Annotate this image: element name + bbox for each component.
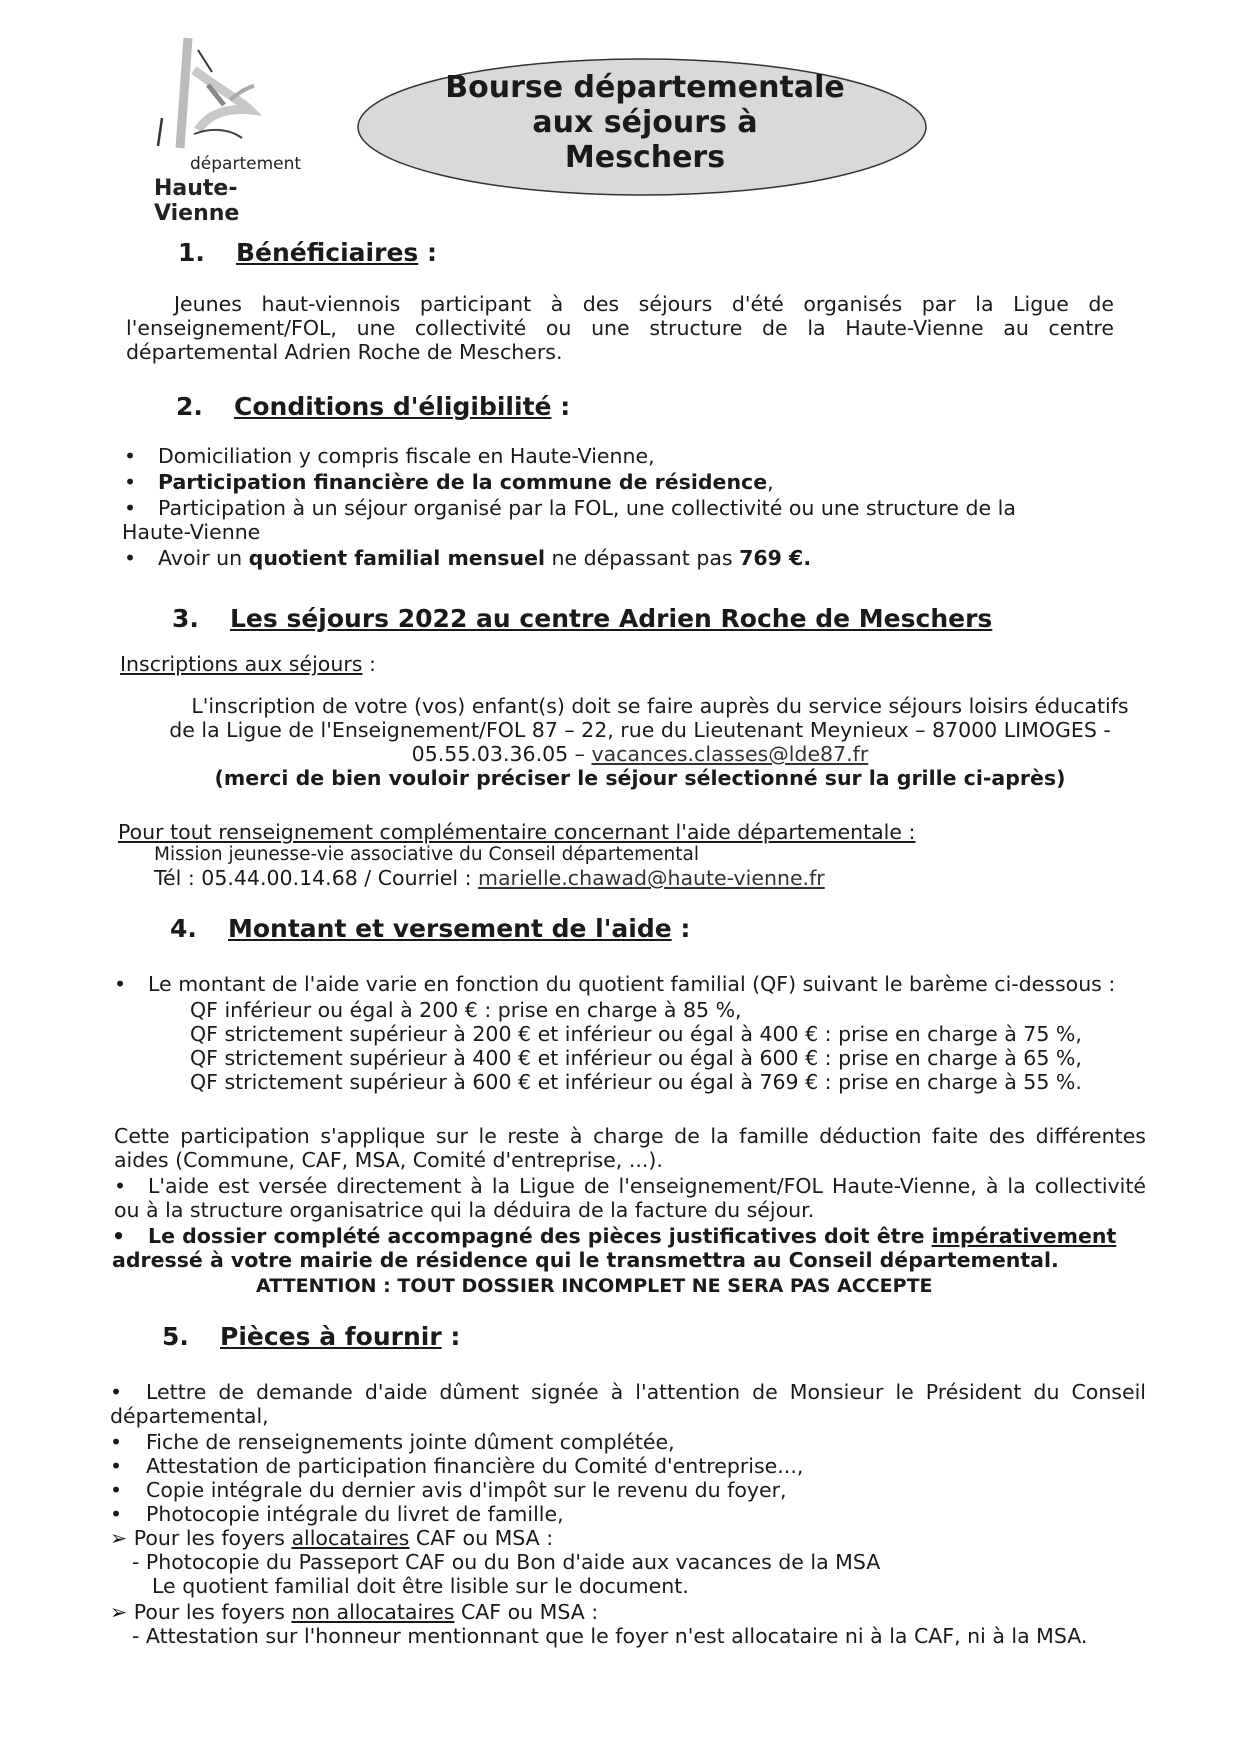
- amount-tiers: [190, 998, 1082, 1094]
- registration-email-link[interactable]: vacances.classes@lde87.fr: [591, 742, 869, 766]
- section-1-paragraph: Jeunes haut-viennois participant à des séjours d'été organisés par la Ligue de l'enseignement/FOL, une collectivité ou une structure de la Haute-Vienne au centre départemental Adrien Roche de Meschers.: [126, 292, 1114, 364]
- logo-line-2: Haute-Vienne: [154, 176, 240, 226]
- section-4-heading: 4. Montant et versement de l'aide :: [170, 914, 691, 943]
- logo-line-1: département: [190, 154, 302, 174]
- document-item-5: • Photocopie intégrale du livret de famille,: [110, 1502, 564, 1526]
- arrow-icon: ➢: [110, 1526, 128, 1550]
- document-item-1: • Lettre de demande d'aide dûment signée à l'attention de Monsieur le Président du Conseil départemental,: [110, 1380, 1146, 1428]
- title-line-1: Bourse départementale: [445, 70, 845, 105]
- eligibility-item-4: • Avoir un quotient familial mensuel ne dépassant pas 769 €.: [124, 546, 812, 570]
- arrow-icon: ➢: [110, 1600, 128, 1624]
- eligibility-item-1: • Domiciliation y compris fiscale en Haute-Vienne,: [124, 444, 655, 468]
- tier-row: QF strictement supérieur à 600 € et inférieur ou égal à 769 € : prise en charge à 55 %.: [190, 1070, 1082, 1094]
- page-title: [350, 70, 940, 175]
- amount-intro: • Le montant de l'aide varie en fonction du quotient familial (QF) suivant le barème ci-dessous :: [114, 972, 1116, 996]
- registration-label: Inscriptions aux séjours :: [120, 652, 376, 676]
- document-item-2: • Fiche de renseignements jointe dûment complétée,: [110, 1430, 675, 1454]
- document-item-4: • Copie intégrale du dernier avis d'impôt sur le revenu du foyer,: [110, 1478, 787, 1502]
- payment-paragraph: • L'aide est versée directement à la Ligue de l'enseignement/FOL Haute-Vienne, à la collectivité ou à la structure organisatrice qui la déduira de la facture du séjour.: [114, 1174, 1146, 1222]
- title-line-2: aux séjours à: [532, 105, 758, 140]
- section-2-heading: 2. Conditions d'éligibilité :: [176, 392, 571, 421]
- attention-notice: ATTENTION : TOUT DOSSIER INCOMPLET NE SERA PAS ACCEPTE: [256, 1275, 933, 1297]
- info-label: Pour tout renseignement complémentaire concernant l'aide départementale :: [118, 820, 916, 844]
- section-3-heading: 3. Les séjours 2022 au centre Adrien Roche de Meschers: [172, 604, 993, 633]
- eligibility-item-3: • Participation à un séjour organisé par la FOL, une collectivité ou une structure de la Haute-Vienne: [122, 496, 1016, 544]
- tier-row: QF strictement supérieur à 200 € et inférieur ou égal à 400 € : prise en charge à 75 %,: [190, 1022, 1082, 1046]
- logo-mark-icon: [150, 30, 310, 155]
- eligibility-item-2: • Participation financière de la commune de résidence,: [124, 470, 774, 494]
- info-phone-mail: Tél : 05.44.00.14.68 / Courriel : marielle.chawad@haute-vienne.fr: [154, 866, 825, 890]
- department-logo: [150, 30, 310, 226]
- tier-row: QF strictement supérieur à 400 € et inférieur ou égal à 600 € : prise en charge à 65 %,: [190, 1046, 1082, 1070]
- section-5-heading: 5. Pièces à fournir :: [162, 1322, 461, 1351]
- allocataires-block: ➢ Pour les foyers allocataires CAF ou MSA : - Photocopie du Passeport CAF ou du Bon d'aide aux vacances de la MSA Le quotient familial doit être lisible sur le document.: [110, 1526, 881, 1598]
- dossier-paragraph: • Le dossier complété accompagné des pièces justificatives doit être impérativement adressé à votre mairie de résidence qui le transmettra au Conseil départemental.: [112, 1224, 1117, 1272]
- participation-paragraph: Cette participation s'applique sur le reste à charge de la famille déduction faite des différentes aides (Commune, CAF, MSA, Comité d'entreprise, ...).: [114, 1124, 1146, 1172]
- info-contact: Mission jeunesse-vie associative du Conseil départemental: [154, 844, 699, 865]
- tier-row: QF inférieur ou égal à 200 € : prise en charge à 85 %,: [190, 998, 742, 1022]
- registration-paragraph: L'inscription de votre (vos) enfant(s) doit se faire auprès du service séjours loisirs éducatifs de la Ligue de l'Enseignement/FOL 87 – 22, rue du Lieutenant Meynieux – 87000 LIMOGES - 05.55.03.36.05 – vacances.classes@lde87.fr (merci de bien vouloir préciser le séjour sélectionné sur la grille ci-après): [169, 694, 1129, 790]
- section-1-heading: 1. Bénéficiaires :: [178, 238, 437, 267]
- title-line-3: Meschers: [564, 140, 726, 175]
- document-item-3: • Attestation de participation financière du Comité d'entreprise...,: [110, 1454, 804, 1478]
- non-allocataires-block: ➢ Pour les foyers non allocataires CAF ou MSA : - Attestation sur l'honneur mentionnant que le foyer n'est allocataire ni à la CAF, ni à la MSA.: [110, 1600, 1088, 1648]
- contact-email-link[interactable]: marielle.chawad@haute-vienne.fr: [478, 866, 825, 890]
- title-banner: [350, 52, 940, 202]
